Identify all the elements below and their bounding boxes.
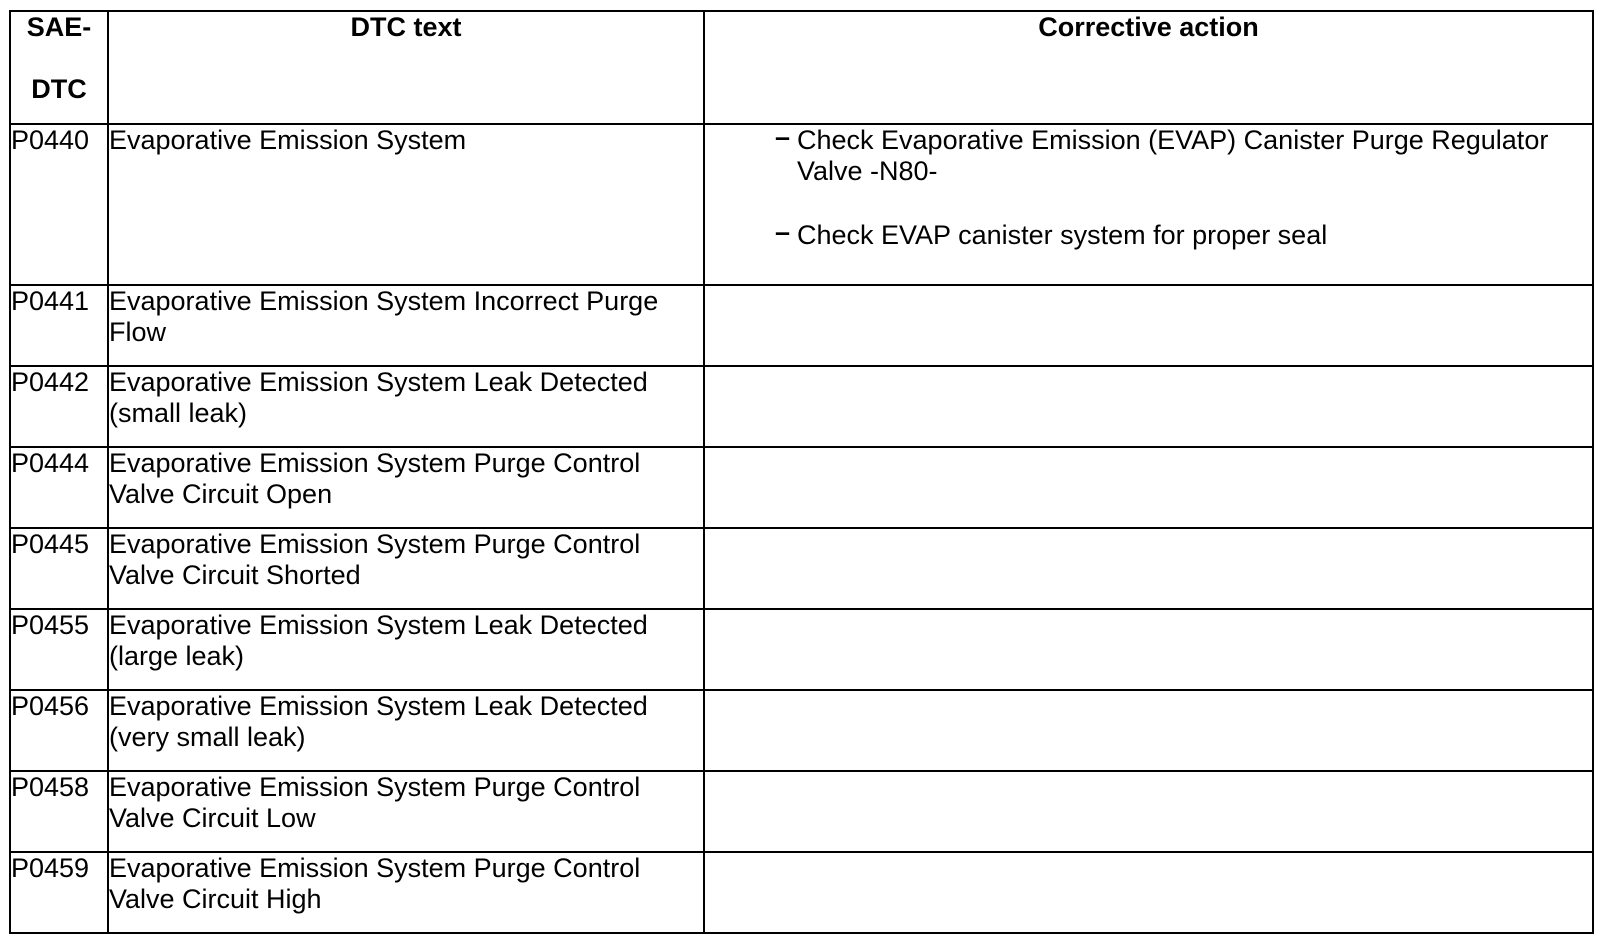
dtc-code: P0458 [10, 771, 108, 852]
table-row [10, 771, 1593, 852]
header-dtc-text: DTC text [108, 11, 704, 124]
header-sae-dtc-line1: SAE- [26, 12, 92, 42]
dtc-code: P0440 [10, 124, 108, 285]
table-row [10, 447, 1593, 528]
corrective-action [704, 285, 1593, 366]
dtc-text: Evaporative Emission System Purge Control Valve Circuit Open [108, 447, 704, 528]
action-list [705, 122, 1592, 251]
dtc-code: P0459 [10, 852, 108, 933]
table-row [10, 690, 1593, 771]
table-header-row [10, 11, 1593, 124]
corrective-action [704, 124, 1593, 285]
corrective-action [704, 771, 1593, 852]
corrective-action [704, 528, 1593, 609]
dash-icon: – [775, 217, 791, 247]
corrective-action [704, 366, 1593, 447]
dtc-text: Evaporative Emission System Purge Control Valve Circuit Low [108, 771, 704, 852]
dtc-text: Evaporative Emission System [108, 124, 704, 285]
table-row [10, 609, 1593, 690]
corrective-action [704, 690, 1593, 771]
corrective-action [704, 609, 1593, 690]
action-item-text: Check Evaporative Emission (EVAP) Canister Purge Regulator Valve -N80- [797, 125, 1549, 186]
dtc-text: Evaporative Emission System Leak Detected (large leak) [108, 609, 704, 690]
dash-icon: – [775, 122, 791, 152]
table-row [10, 285, 1593, 366]
dtc-code: P0444 [10, 447, 108, 528]
dtc-text: Evaporative Emission System Purge Control Valve Circuit High [108, 852, 704, 933]
corrective-action [704, 852, 1593, 933]
table-row [10, 124, 1593, 285]
dtc-code: P0445 [10, 528, 108, 609]
header-sae-dtc [10, 11, 108, 124]
dtc-code: P0455 [10, 609, 108, 690]
dtc-code: P0456 [10, 690, 108, 771]
dtc-code: P0441 [10, 285, 108, 366]
header-corrective-action: Corrective action [704, 11, 1593, 124]
dtc-code: P0442 [10, 366, 108, 447]
action-item [775, 217, 1592, 251]
corrective-action [704, 447, 1593, 528]
dtc-table [9, 10, 1594, 934]
action-item-text: Check EVAP canister system for proper seal [797, 220, 1328, 250]
table-row [10, 366, 1593, 447]
table-row [10, 528, 1593, 609]
action-item [775, 122, 1592, 187]
dtc-text: Evaporative Emission System Purge Control Valve Circuit Shorted [108, 528, 704, 609]
dtc-text: Evaporative Emission System Incorrect Purge Flow [108, 285, 704, 366]
dtc-text: Evaporative Emission System Leak Detected (small leak) [108, 366, 704, 447]
header-sae-dtc-line2: DTC [31, 74, 87, 104]
table-row [10, 852, 1593, 933]
dtc-text: Evaporative Emission System Leak Detected (very small leak) [108, 690, 704, 771]
